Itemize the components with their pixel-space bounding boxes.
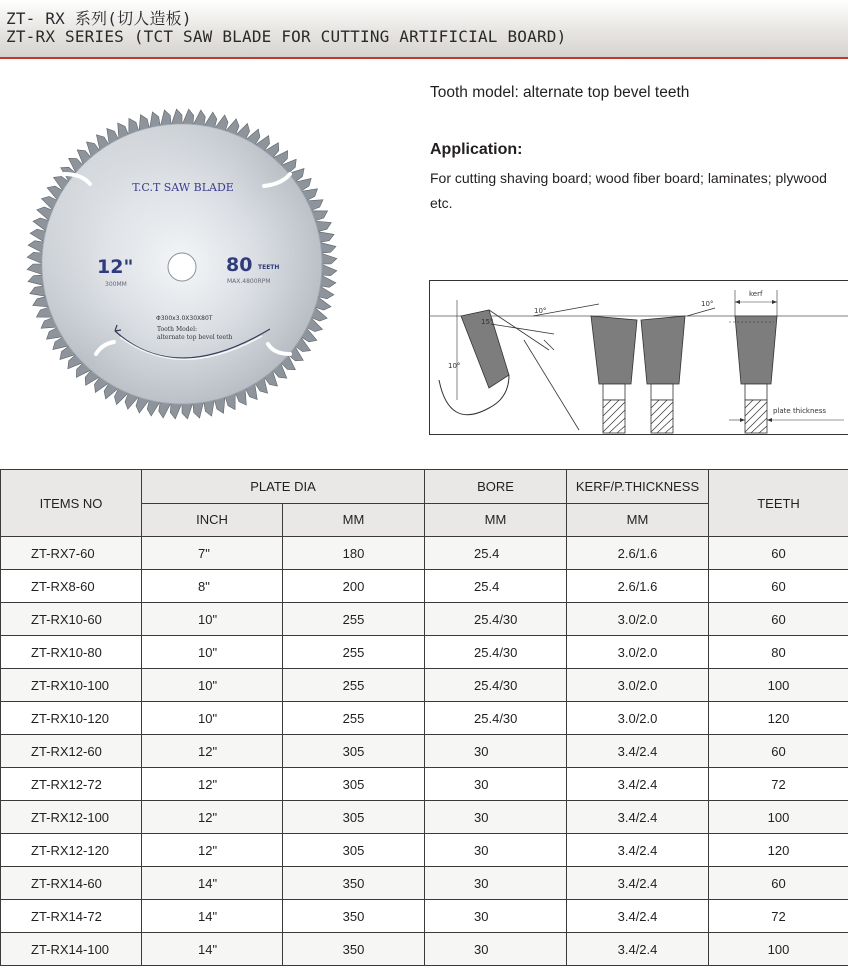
cell-inch: 12" (142, 834, 283, 867)
application-text (430, 166, 848, 216)
cell-bore-value: 25.4/30 (474, 644, 518, 660)
blade-label-teeth-num: 80 (226, 254, 253, 276)
blade-label-teeth-word: TEETH (258, 264, 280, 271)
header-items-no: ITEMS NO (1, 470, 142, 537)
header-bore-mm: MM (425, 503, 567, 537)
cell-item-no: ZT-RX10-80 (1, 636, 142, 669)
cell-teeth: 60 (709, 735, 848, 768)
cell-item-no: ZT-RX8-60 (1, 570, 142, 603)
page-header (0, 0, 848, 57)
table-row (1, 603, 848, 636)
table-row (1, 570, 848, 603)
cell-item-no: ZT-RX14-60 (1, 867, 142, 900)
cell-item-no: ZT-RX10-120 (1, 702, 142, 735)
angle-10-side: 10° (448, 362, 461, 370)
cell-inch: 14" (142, 867, 283, 900)
cell-kerf: 3.0/2.0 (567, 702, 709, 735)
cell-item-no: ZT-RX14-100 (1, 933, 142, 966)
blade-tooth (27, 252, 43, 264)
cell-bore-value: 25.4/30 (474, 611, 518, 627)
cell-bore-value: 30 (474, 743, 489, 759)
cell-teeth: 100 (709, 669, 848, 702)
cell-kerf: 2.6/1.6 (567, 570, 709, 603)
cell-kerf: 3.4/2.4 (567, 735, 709, 768)
cell-bore (425, 702, 567, 735)
table-row (1, 768, 848, 801)
cell-bore-value: 30 (474, 908, 489, 924)
cell-mm: 255 (283, 636, 425, 669)
cell-item-no: ZT-RX7-60 (1, 537, 142, 570)
tooth-geometry-diagram (429, 280, 848, 435)
saw-blade-image (0, 86, 378, 434)
spec-table (0, 469, 848, 966)
cell-item-no: ZT-RX12-72 (1, 768, 142, 801)
application-line-1: For cutting shaving board; wood fiber board; laminates; plywood (430, 170, 827, 186)
cell-bore-value: 25.4/30 (474, 710, 518, 726)
header-inch: INCH (142, 503, 283, 537)
title-chinese: ZT- RX 系列(切人造板) (6, 9, 192, 28)
cell-mm: 305 (283, 801, 425, 834)
cell-inch: 10" (142, 669, 283, 702)
header-mm: MM (283, 503, 425, 537)
cell-kerf: 3.0/2.0 (567, 669, 709, 702)
application-line-2: etc. (430, 195, 453, 211)
blade-label-size: 12" (97, 256, 134, 278)
cell-mm: 305 (283, 768, 425, 801)
angle-15: 15° (481, 318, 494, 326)
cell-teeth: 60 (709, 867, 848, 900)
angle-10-top-left: 10° (534, 307, 547, 315)
cell-bore (425, 603, 567, 636)
cell-mm: 255 (283, 603, 425, 636)
cell-bore-value: 25.4 (474, 545, 500, 561)
cell-mm: 350 (283, 900, 425, 933)
cell-bore-value: 30 (474, 941, 489, 957)
blade-label-tooth-model-value: alternate top bevel teeth (157, 334, 233, 341)
table-row (1, 867, 848, 900)
table-row (1, 801, 848, 834)
cell-bore (425, 570, 567, 603)
cell-inch: 12" (142, 801, 283, 834)
cell-inch: 10" (142, 702, 283, 735)
cell-mm: 305 (283, 834, 425, 867)
table-row (1, 735, 848, 768)
cell-mm: 350 (283, 867, 425, 900)
blade-label-max-rpm: MAX.4800RPM (227, 278, 271, 285)
table-row (1, 900, 848, 933)
cell-bore-value: 30 (474, 776, 489, 792)
blade-tooth (182, 403, 193, 419)
cell-kerf: 3.4/2.4 (567, 801, 709, 834)
cell-kerf: 3.4/2.4 (567, 867, 709, 900)
cell-bore (425, 669, 567, 702)
cell-inch: 10" (142, 603, 283, 636)
table-row (1, 636, 848, 669)
cell-kerf: 3.4/2.4 (567, 834, 709, 867)
header-bore: BORE (425, 470, 567, 504)
cell-teeth: 80 (709, 636, 848, 669)
title-english: ZT-RX SERIES (TCT SAW BLADE FOR CUTTING ARTIFICIAL BOARD) (6, 27, 567, 46)
kerf-label: kerf (749, 290, 763, 298)
header-kerf-mm: MM (567, 503, 709, 537)
cell-kerf: 3.4/2.4 (567, 768, 709, 801)
cell-bore-value: 30 (474, 842, 489, 858)
cell-inch: 12" (142, 735, 283, 768)
cell-bore (425, 735, 567, 768)
blade-tooth (321, 264, 337, 276)
cell-bore-value: 25.4/30 (474, 677, 518, 693)
blade-label-brand: T.C.T SAW BLADE (132, 181, 234, 194)
table-row (1, 702, 848, 735)
angle-10-top-right: 10° (701, 300, 714, 308)
cell-teeth: 72 (709, 900, 848, 933)
cell-kerf: 3.0/2.0 (567, 636, 709, 669)
cell-item-no: ZT-RX12-100 (1, 801, 142, 834)
cell-bore-value: 30 (474, 809, 489, 825)
blade-tooth (182, 109, 194, 125)
cell-inch: 14" (142, 933, 283, 966)
cell-bore (425, 537, 567, 570)
cell-kerf: 3.4/2.4 (567, 933, 709, 966)
cell-bore (425, 933, 567, 966)
blade-label-size-mm: 300MM (105, 281, 127, 288)
tooth-model-text: Tooth model: alternate top bevel teeth (430, 84, 690, 101)
cell-inch: 8" (142, 570, 283, 603)
blade-label-spec: Φ300x3.0X30X80T (156, 315, 213, 322)
cell-mm: 200 (283, 570, 425, 603)
cell-bore (425, 801, 567, 834)
blade-tooth (321, 253, 337, 264)
cell-kerf: 2.6/1.6 (567, 537, 709, 570)
header-plate-dia: PLATE DIA (142, 470, 425, 504)
table-row (1, 933, 848, 966)
cell-mm: 305 (283, 735, 425, 768)
cell-inch: 14" (142, 900, 283, 933)
table-row (1, 834, 848, 867)
cell-item-no: ZT-RX10-60 (1, 603, 142, 636)
cell-teeth: 60 (709, 603, 848, 636)
cell-mm: 255 (283, 669, 425, 702)
cell-teeth: 100 (709, 933, 848, 966)
cell-inch: 7" (142, 537, 283, 570)
cell-bore (425, 867, 567, 900)
cell-bore (425, 768, 567, 801)
table-row (1, 669, 848, 702)
header-divider (0, 57, 848, 59)
cell-mm: 255 (283, 702, 425, 735)
cell-item-no: ZT-RX12-60 (1, 735, 142, 768)
cell-teeth: 72 (709, 768, 848, 801)
cell-teeth: 120 (709, 702, 848, 735)
cell-kerf: 3.0/2.0 (567, 603, 709, 636)
cell-teeth: 120 (709, 834, 848, 867)
cell-mm: 350 (283, 933, 425, 966)
blade-tooth (170, 403, 182, 419)
cell-kerf: 3.4/2.4 (567, 900, 709, 933)
cell-bore-value: 30 (474, 875, 489, 891)
cell-teeth: 100 (709, 801, 848, 834)
cell-teeth: 60 (709, 537, 848, 570)
application-heading: Application: (430, 141, 523, 158)
plate-thickness-label: plate thickness (773, 407, 827, 415)
header-kerf: KERF/P.THICKNESS (567, 470, 709, 504)
cell-bore-value: 25.4 (474, 578, 500, 594)
cell-inch: 12" (142, 768, 283, 801)
table-row (1, 537, 848, 570)
blade-label-tooth-model-title: Tooth Model: (157, 326, 198, 333)
cell-item-no: ZT-RX14-72 (1, 900, 142, 933)
cell-mm: 180 (283, 537, 425, 570)
cell-bore (425, 900, 567, 933)
cell-teeth: 60 (709, 570, 848, 603)
cell-item-no: ZT-RX12-120 (1, 834, 142, 867)
blade-tooth (171, 109, 182, 125)
header-teeth: TEETH (709, 470, 848, 537)
cell-bore (425, 834, 567, 867)
cell-item-no: ZT-RX10-100 (1, 669, 142, 702)
blade-tooth (27, 264, 43, 275)
cell-inch: 10" (142, 636, 283, 669)
cell-bore (425, 636, 567, 669)
